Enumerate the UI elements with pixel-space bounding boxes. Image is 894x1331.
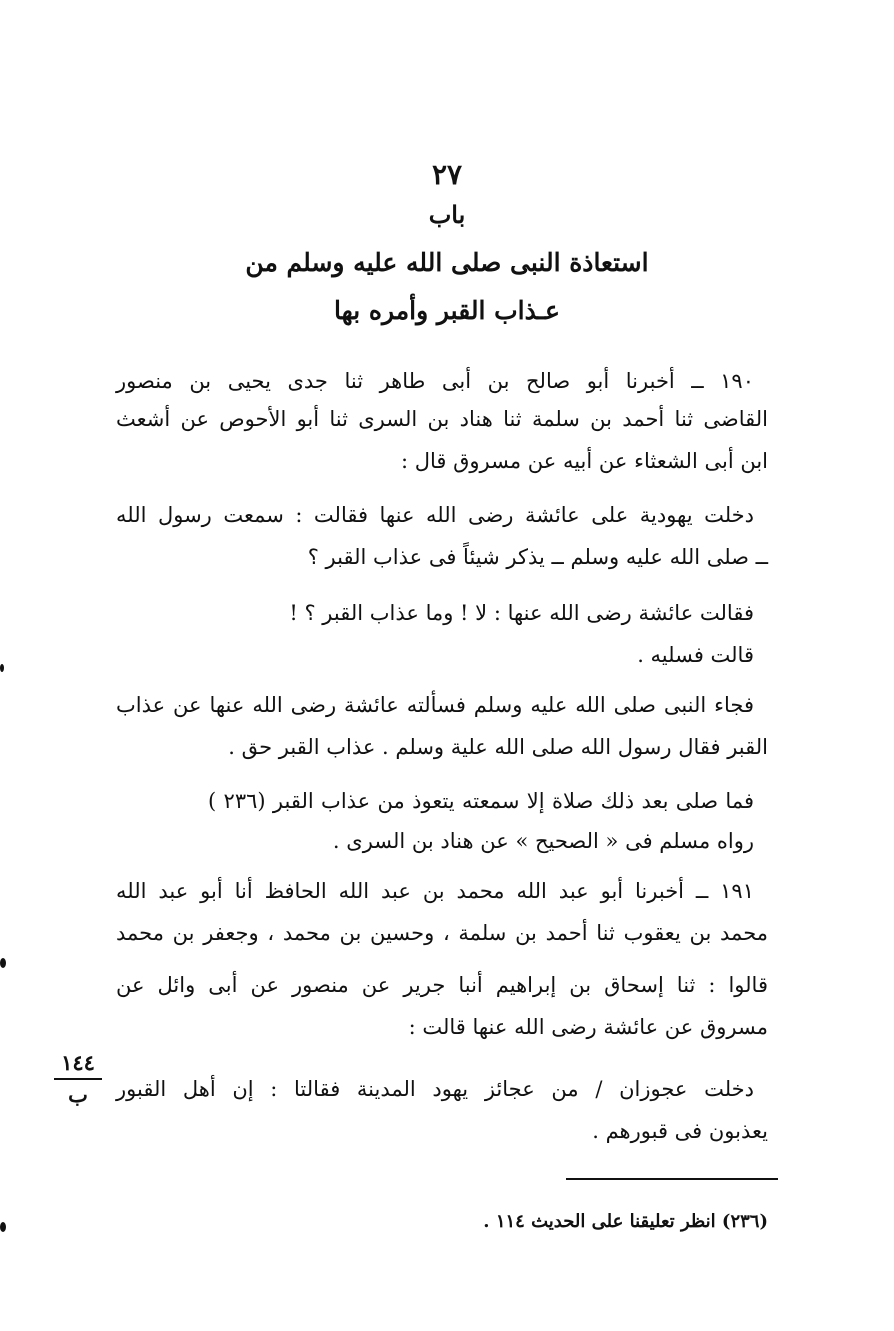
text-line: يعذبون فى قبورهم . — [592, 1119, 768, 1143]
scan-edge-mark — [0, 958, 6, 968]
text-line: رواه مسلم فى « الصحيح » عن هناد بن السرى . — [332, 829, 754, 853]
text-line: ١٩١ ــ أخبرنا أبو عبد الله محمد بن عبد الله الحافظ أنا أبو عبد الله — [116, 879, 754, 903]
text-line: ابن أبى الشعثاء عن أبيه عن مسروق قال : — [400, 449, 768, 473]
chapter-number: ٢٧ — [431, 158, 463, 191]
footnote-separator — [566, 1178, 778, 1180]
text-line: قالت فسليه . — [637, 643, 754, 667]
chapter-title-line-1: استعاذة النبى صلى الله عليه وسلم من — [245, 248, 649, 277]
text-line: القاضى ثنا أحمد بن سلمة ثنا هناد بن السرى ثنا أبو الأحوص عن أشعث — [116, 407, 768, 431]
text-line: محمد بن يعقوب ثنا أحمد بن سلمة ، وحسين بن محمد ، وجعفر بن محمد — [116, 921, 768, 945]
scan-edge-mark — [0, 664, 4, 672]
chapter-title-line-2: عـذاب القبر وأمره بها — [334, 296, 560, 325]
text-line: ــ صلى الله عليه وسلم ــ يذكر شيئاً فى عذاب القبر ؟ — [307, 545, 768, 569]
text-line: فجاء النبى صلى الله عليه وسلم فسألته عائشة رضى الله عنها عن عذاب — [116, 693, 754, 717]
text-line: ١٩٠ ــ أخبرنا أبو صالح بن أبى طاهر ثنا جدى يحيى بن منصور — [116, 369, 754, 393]
folio-number: ١٤٤ — [61, 1050, 95, 1075]
folio-divider — [54, 1078, 102, 1080]
folio-side: ب — [68, 1082, 88, 1107]
text-line: القبر فقال رسول الله صلى الله علية وسلم . عذاب القبر حق . — [228, 735, 768, 759]
text-line: مسروق عن عائشة رضى الله عنها قالت : — [408, 1015, 768, 1039]
text-line: فما صلى بعد ذلك صلاة إلا سمعته يتعوذ من عذاب القبر (٢٣٦ ) — [208, 789, 754, 813]
chapter-label: باب — [428, 200, 466, 229]
text-line: دخلت عجوزان / من عجائز يهود المدينة فقالتا : إن أهل القبور — [116, 1077, 754, 1101]
scan-edge-mark — [0, 1222, 6, 1232]
footnote: (٢٣٦) انظر تعليقنا على الحديث ١١٤ . — [483, 1211, 768, 1232]
text-line: دخلت يهودية على عائشة رضى الله عنها فقالت : سمعت رسول الله — [116, 503, 754, 527]
manuscript-folio-note — [52, 1050, 104, 1108]
text-line: قالوا : ثنا إسحاق بن إبراهيم أنبا جرير عن منصور عن أبى وائل عن — [116, 973, 768, 997]
text-line: فقالت عائشة رضى الله عنها : لا ! وما عذاب القبر ؟ ! — [289, 601, 754, 625]
